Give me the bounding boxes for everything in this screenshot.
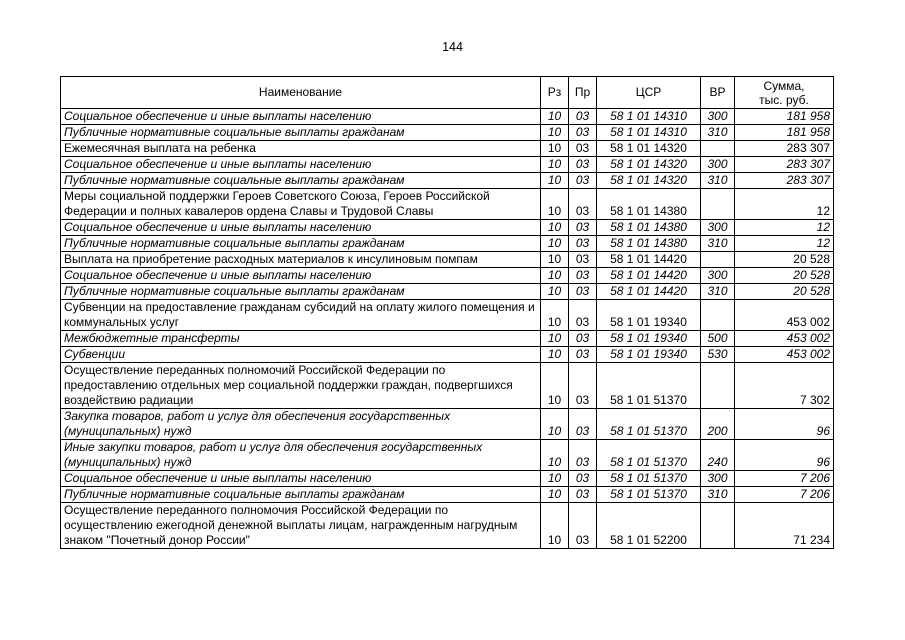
table-row [61, 268, 834, 284]
budget-table [60, 76, 834, 549]
row-vr-cell: 200 [701, 409, 735, 440]
row-rz-cell: 10 [541, 331, 569, 347]
table-row [61, 189, 834, 220]
row-pr-cell: 03 [569, 363, 597, 409]
row-csr-cell: 58 1 01 51370 [597, 409, 701, 440]
row-rz-cell: 10 [541, 157, 569, 173]
row-sum-cell: 96 [735, 440, 834, 471]
row-sum-cell: 20 528 [735, 268, 834, 284]
row-vr-cell: 300 [701, 471, 735, 487]
row-pr-cell: 03 [569, 471, 597, 487]
row-name-cell: Публичные нормативные социальные выплаты гражданам [61, 173, 541, 189]
row-vr-cell: 300 [701, 220, 735, 236]
row-sum-cell: 283 307 [735, 141, 834, 157]
row-csr-cell: 58 1 01 14320 [597, 157, 701, 173]
row-sum-cell: 453 002 [735, 347, 834, 363]
row-rz-cell: 10 [541, 109, 569, 125]
row-rz-cell: 10 [541, 125, 569, 141]
row-sum-cell: 283 307 [735, 173, 834, 189]
column-header-rz: Рз [541, 77, 569, 109]
row-csr-cell: 58 1 01 19340 [597, 331, 701, 347]
row-pr-cell: 03 [569, 189, 597, 220]
row-name-cell: Меры социальной поддержки Героев Советского Союза, Героев Российской Федерации и полных кавалеров ордена Славы и Трудовой Славы [61, 189, 541, 220]
row-vr-cell: 530 [701, 347, 735, 363]
row-pr-cell: 03 [569, 252, 597, 268]
column-header-csr: ЦСР [597, 77, 701, 109]
row-csr-cell: 58 1 01 51370 [597, 487, 701, 503]
row-rz-cell: 10 [541, 173, 569, 189]
table-row [61, 125, 834, 141]
table-body [61, 109, 834, 549]
row-rz-cell: 10 [541, 268, 569, 284]
table-row [61, 409, 834, 440]
row-pr-cell: 03 [569, 236, 597, 252]
row-pr-cell: 03 [569, 487, 597, 503]
table-row [61, 173, 834, 189]
column-header-vr: ВР [701, 77, 735, 109]
row-pr-cell: 03 [569, 141, 597, 157]
row-vr-cell [701, 252, 735, 268]
row-rz-cell: 10 [541, 141, 569, 157]
row-sum-cell: 71 234 [735, 503, 834, 549]
table-row [61, 331, 834, 347]
row-csr-cell: 58 1 01 51370 [597, 363, 701, 409]
row-sum-cell: 7 206 [735, 487, 834, 503]
table-row [61, 220, 834, 236]
row-vr-cell: 300 [701, 157, 735, 173]
row-vr-cell [701, 503, 735, 549]
row-rz-cell: 10 [541, 503, 569, 549]
table-row [61, 471, 834, 487]
row-name-cell: Осуществление переданных полномочий Российской Федерации по предоставлению отдельных мер социальной поддержки граждан, подвергшихся воздействию радиации [61, 363, 541, 409]
table-row [61, 300, 834, 331]
row-vr-cell: 300 [701, 268, 735, 284]
row-pr-cell: 03 [569, 284, 597, 300]
row-rz-cell: 10 [541, 487, 569, 503]
row-name-cell: Выплата на приобретение расходных материалов к инсулиновым помпам [61, 252, 541, 268]
row-rz-cell: 10 [541, 471, 569, 487]
row-rz-cell: 10 [541, 252, 569, 268]
row-csr-cell: 58 1 01 14310 [597, 109, 701, 125]
row-sum-cell: 181 958 [735, 109, 834, 125]
row-rz-cell: 10 [541, 440, 569, 471]
row-sum-cell: 12 [735, 189, 834, 220]
row-pr-cell: 03 [569, 409, 597, 440]
row-rz-cell: 10 [541, 220, 569, 236]
row-name-cell: Социальное обеспечение и иные выплаты населению [61, 471, 541, 487]
row-sum-cell: 453 002 [735, 300, 834, 331]
table-row [61, 157, 834, 173]
row-pr-cell: 03 [569, 440, 597, 471]
row-name-cell: Публичные нормативные социальные выплаты гражданам [61, 125, 541, 141]
table-row [61, 363, 834, 409]
row-name-cell: Закупка товаров, работ и услуг для обеспечения государственных (муниципальных) нужд [61, 409, 541, 440]
row-csr-cell: 58 1 01 14320 [597, 141, 701, 157]
row-pr-cell: 03 [569, 125, 597, 141]
row-csr-cell: 58 1 01 52200 [597, 503, 701, 549]
table-row [61, 440, 834, 471]
row-name-cell: Субвенции [61, 347, 541, 363]
row-vr-cell [701, 363, 735, 409]
row-rz-cell: 10 [541, 347, 569, 363]
row-name-cell: Субвенции на предоставление гражданам субсидий на оплату жилого помещения и коммунальных услуг [61, 300, 541, 331]
row-sum-cell: 453 002 [735, 331, 834, 347]
row-rz-cell: 10 [541, 236, 569, 252]
row-vr-cell: 310 [701, 236, 735, 252]
row-name-cell: Социальное обеспечение и иные выплаты населению [61, 268, 541, 284]
table-row [61, 141, 834, 157]
row-csr-cell: 58 1 01 14380 [597, 189, 701, 220]
row-pr-cell: 03 [569, 173, 597, 189]
row-vr-cell [701, 141, 735, 157]
row-csr-cell: 58 1 01 14320 [597, 173, 701, 189]
row-vr-cell: 310 [701, 487, 735, 503]
row-pr-cell: 03 [569, 109, 597, 125]
row-name-cell: Иные закупки товаров, работ и услуг для обеспечения государственных (муниципальных) нужд [61, 440, 541, 471]
row-csr-cell: 58 1 01 14420 [597, 252, 701, 268]
row-rz-cell: 10 [541, 189, 569, 220]
row-name-cell: Осуществление переданного полномочия Российской Федерации по осуществлению ежегодной денежной выплаты лицам, награжденным нагрудным знаком "Почетный донор России" [61, 503, 541, 549]
row-csr-cell: 58 1 01 19340 [597, 347, 701, 363]
row-sum-cell: 283 307 [735, 157, 834, 173]
row-vr-cell: 310 [701, 284, 735, 300]
row-name-cell: Социальное обеспечение и иные выплаты населению [61, 109, 541, 125]
column-header-name: Наименование [61, 77, 541, 109]
row-sum-cell: 96 [735, 409, 834, 440]
table-row [61, 487, 834, 503]
row-csr-cell: 58 1 01 14310 [597, 125, 701, 141]
row-sum-cell: 7 302 [735, 363, 834, 409]
row-vr-cell: 310 [701, 173, 735, 189]
row-csr-cell: 58 1 01 14380 [597, 220, 701, 236]
row-name-cell: Ежемесячная выплата на ребенка [61, 141, 541, 157]
column-header-pr: Пр [569, 77, 597, 109]
row-vr-cell: 310 [701, 125, 735, 141]
row-sum-cell: 20 528 [735, 284, 834, 300]
table-row [61, 503, 834, 549]
row-csr-cell: 58 1 01 51370 [597, 440, 701, 471]
row-name-cell: Публичные нормативные социальные выплаты гражданам [61, 487, 541, 503]
row-pr-cell: 03 [569, 157, 597, 173]
row-sum-cell: 20 528 [735, 252, 834, 268]
row-vr-cell: 500 [701, 331, 735, 347]
page-number: 144 [442, 40, 463, 54]
row-csr-cell: 58 1 01 19340 [597, 300, 701, 331]
row-name-cell: Публичные нормативные социальные выплаты гражданам [61, 284, 541, 300]
row-sum-cell: 12 [735, 236, 834, 252]
row-name-cell: Социальное обеспечение и иные выплаты населению [61, 157, 541, 173]
row-pr-cell: 03 [569, 331, 597, 347]
row-csr-cell: 58 1 01 14380 [597, 236, 701, 252]
row-name-cell: Публичные нормативные социальные выплаты гражданам [61, 236, 541, 252]
row-vr-cell: 300 [701, 109, 735, 125]
row-rz-cell: 10 [541, 409, 569, 440]
row-pr-cell: 03 [569, 347, 597, 363]
row-vr-cell: 240 [701, 440, 735, 471]
row-csr-cell: 58 1 01 14420 [597, 268, 701, 284]
row-pr-cell: 03 [569, 268, 597, 284]
table-header-row [61, 77, 834, 109]
row-vr-cell [701, 189, 735, 220]
row-csr-cell: 58 1 01 51370 [597, 471, 701, 487]
row-pr-cell: 03 [569, 503, 597, 549]
table-row [61, 236, 834, 252]
table-row [61, 109, 834, 125]
row-sum-cell: 181 958 [735, 125, 834, 141]
row-sum-cell: 7 206 [735, 471, 834, 487]
row-name-cell: Социальное обеспечение и иные выплаты населению [61, 220, 541, 236]
row-pr-cell: 03 [569, 300, 597, 331]
row-pr-cell: 03 [569, 220, 597, 236]
row-rz-cell: 10 [541, 363, 569, 409]
table-row [61, 284, 834, 300]
row-name-cell: Межбюджетные трансферты [61, 331, 541, 347]
table-row [61, 252, 834, 268]
table-row [61, 347, 834, 363]
row-csr-cell: 58 1 01 14420 [597, 284, 701, 300]
row-sum-cell: 12 [735, 220, 834, 236]
row-rz-cell: 10 [541, 300, 569, 331]
row-rz-cell: 10 [541, 284, 569, 300]
column-header-sum: Сумма, тыс. руб. [735, 77, 834, 109]
row-vr-cell [701, 300, 735, 331]
